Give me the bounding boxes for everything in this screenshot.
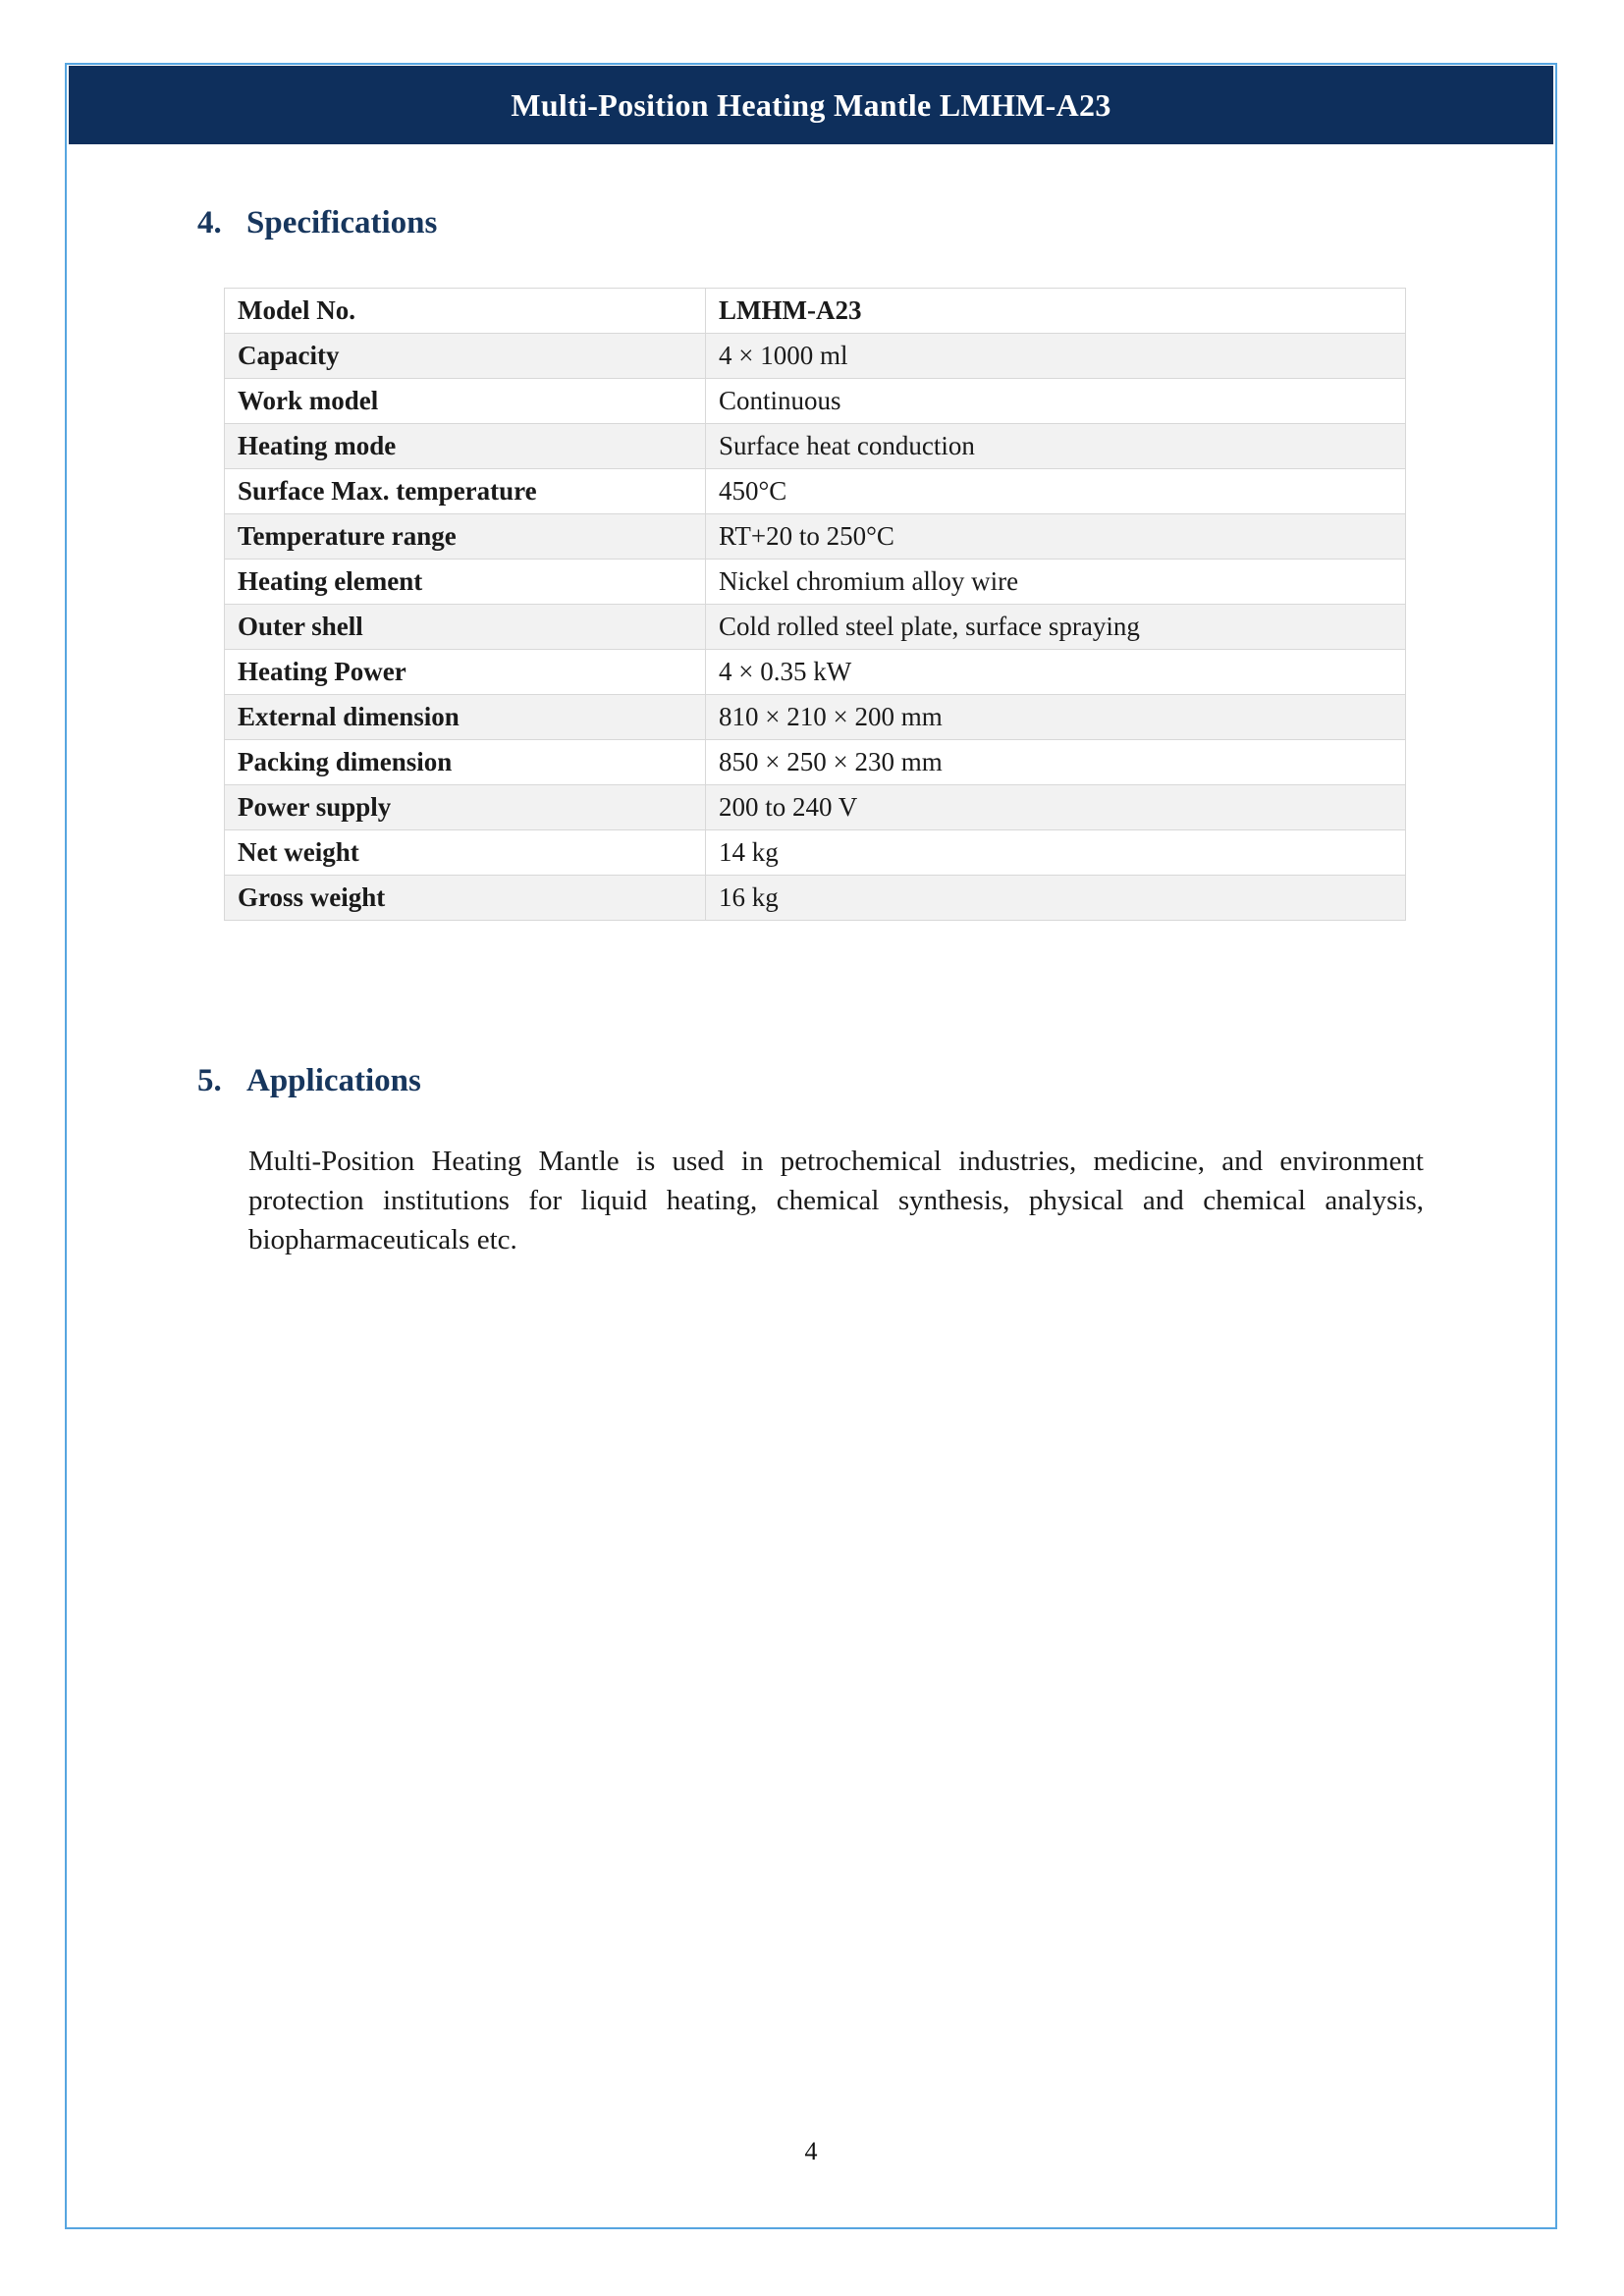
section-number: 5. bbox=[197, 1063, 222, 1098]
section-heading-applications bbox=[197, 1061, 1555, 1100]
spec-label: Heating mode bbox=[225, 424, 706, 469]
spec-label: Gross weight bbox=[225, 876, 706, 921]
spec-label: Capacity bbox=[225, 334, 706, 379]
table-row bbox=[225, 469, 1406, 514]
section-heading-specifications bbox=[197, 203, 1555, 242]
table-row bbox=[225, 514, 1406, 560]
spec-value: Surface heat conduction bbox=[706, 424, 1406, 469]
spec-label: Outer shell bbox=[225, 605, 706, 650]
spec-value: 450°C bbox=[706, 469, 1406, 514]
spec-value: Continuous bbox=[706, 379, 1406, 424]
spec-value: LMHM-A23 bbox=[706, 289, 1406, 334]
table-row bbox=[225, 785, 1406, 830]
spec-value: 4 × 1000 ml bbox=[706, 334, 1406, 379]
table-row bbox=[225, 695, 1406, 740]
spec-value: 850 × 250 × 230 mm bbox=[706, 740, 1406, 785]
table-row bbox=[225, 560, 1406, 605]
page-header-banner bbox=[69, 66, 1553, 144]
spec-value: 14 kg bbox=[706, 830, 1406, 876]
spec-label: Work model bbox=[225, 379, 706, 424]
spec-value: RT+20 to 250°C bbox=[706, 514, 1406, 560]
spec-label: Packing dimension bbox=[225, 740, 706, 785]
spec-value: 16 kg bbox=[706, 876, 1406, 921]
spec-label: Surface Max. temperature bbox=[225, 469, 706, 514]
spec-label: External dimension bbox=[225, 695, 706, 740]
spec-value: 200 to 240 V bbox=[706, 785, 1406, 830]
spec-value: 810 × 210 × 200 mm bbox=[706, 695, 1406, 740]
spec-label: Heating element bbox=[225, 560, 706, 605]
spec-value: Cold rolled steel plate, surface spraying bbox=[706, 605, 1406, 650]
page-number: 4 bbox=[804, 2137, 818, 2165]
section-number: 4. bbox=[197, 205, 222, 240]
applications-paragraph: Multi-Position Heating Mantle is used in petrochemical industries, medicine, and environment protection institutions for liquid heating, chemical synthesis, physical and chemical analysis, biopharmaceuticals etc. bbox=[248, 1146, 1424, 1255]
spec-label: Model No. bbox=[225, 289, 706, 334]
spec-label: Temperature range bbox=[225, 514, 706, 560]
table-row bbox=[225, 424, 1406, 469]
spec-value: Nickel chromium alloy wire bbox=[706, 560, 1406, 605]
table-row bbox=[225, 334, 1406, 379]
specifications-table bbox=[224, 288, 1406, 921]
table-row bbox=[225, 876, 1406, 921]
table-row bbox=[225, 740, 1406, 785]
spec-label: Heating Power bbox=[225, 650, 706, 695]
section-title: Applications bbox=[246, 1063, 421, 1098]
spec-label: Power supply bbox=[225, 785, 706, 830]
spec-label: Net weight bbox=[225, 830, 706, 876]
section-title: Specifications bbox=[246, 205, 438, 240]
table-row bbox=[225, 379, 1406, 424]
document-page bbox=[65, 63, 1557, 2229]
table-row bbox=[225, 605, 1406, 650]
document-title: Multi-Position Heating Mantle LMHM-A23 bbox=[511, 86, 1111, 123]
table-row bbox=[225, 830, 1406, 876]
table-row bbox=[225, 289, 1406, 334]
spec-value: 4 × 0.35 kW bbox=[706, 650, 1406, 695]
table-row bbox=[225, 650, 1406, 695]
